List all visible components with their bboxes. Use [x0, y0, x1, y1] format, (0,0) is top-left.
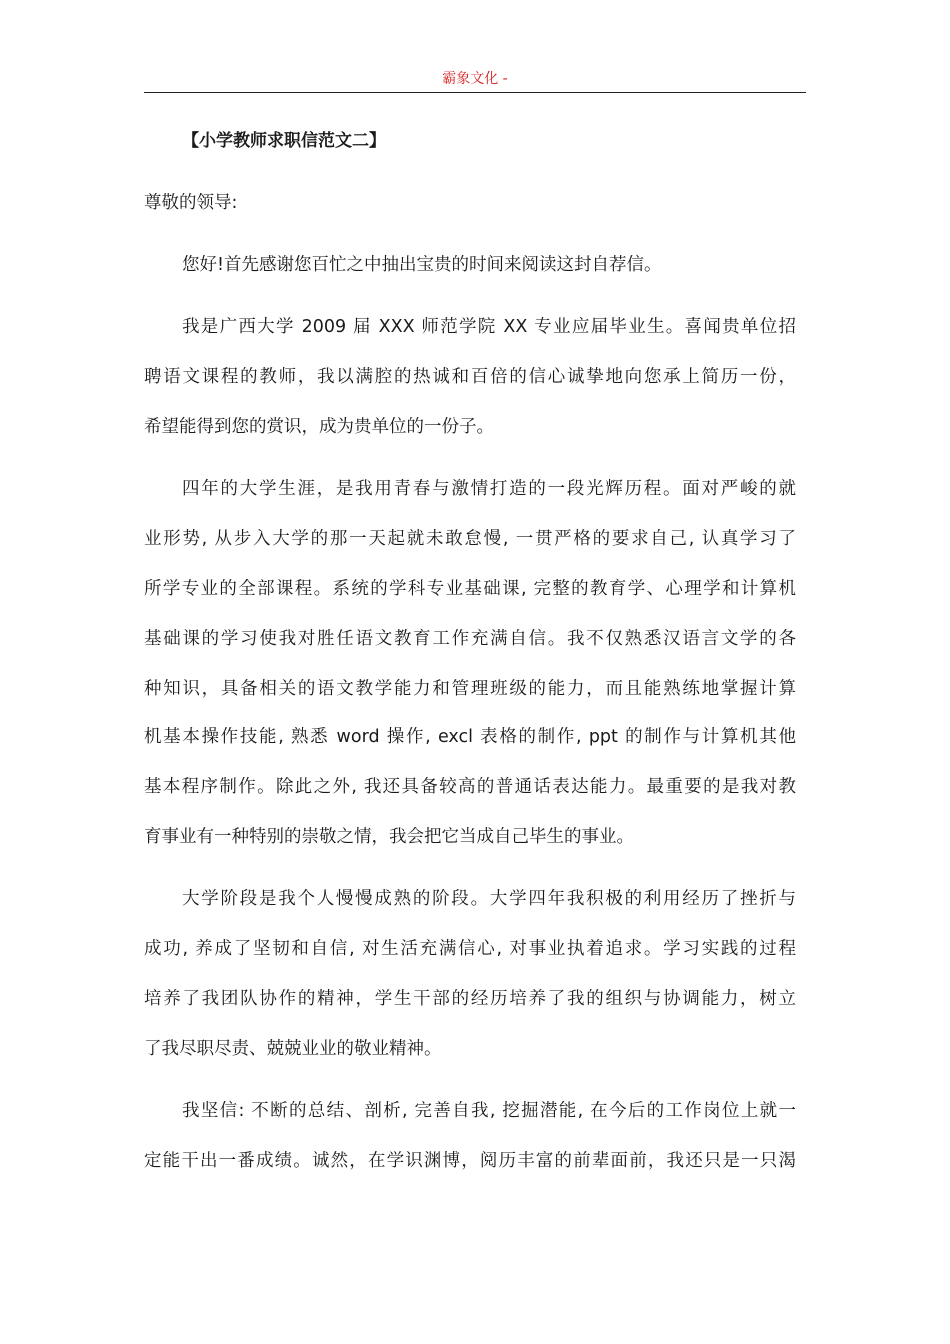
paragraph-line: 大学阶段是我个人慢慢成熟的阶段。大学四年我积极的利用经历了挫折与 — [182, 889, 796, 909]
paragraph-line: 您好!首先感谢您百忙之中抽出宝贵的时间来阅读这封自荐信。 — [182, 255, 662, 275]
paragraph-line: 基本程序制作。除此之外, 我还具备较高的普通话表达能力。最重要的是我对教 — [144, 777, 796, 797]
paragraph-line: 育事业有一种特别的崇敬之情，我会把它当成自己毕生的事业。 — [144, 827, 634, 847]
paragraph-line: 种知识，具备相关的语文教学能力和管理班级的能力，而且能熟练地掌握计算 — [144, 679, 796, 699]
paragraph-line: 所学专业的全部课程。系统的学科专业基础课, 完整的教育学、心理学和计算机 — [144, 579, 796, 599]
paragraph-line: 我坚信: 不断的总结、剖析, 完善自我, 挖掘潜能, 在今后的工作岗位上就一 — [182, 1101, 796, 1121]
page-header — [144, 68, 806, 93]
paragraph-line: 了我尽职尽责、兢兢业业的敬业精神。 — [144, 1039, 442, 1059]
paragraph-line: 四年的大学生涯，是我用青春与激情打造的一段光辉历程。面对严峻的就 — [182, 479, 796, 499]
header-text: 霸象文化 - — [442, 71, 508, 87]
paragraph-line: 成功, 养成了坚韧和自信, 对生活充满信心, 对事业执着追求。学习实践的过程 — [144, 939, 796, 959]
paragraph-line: 基础课的学习使我对胜任语文教育工作充满自信。我不仅熟悉汉语言文学的各 — [144, 629, 796, 649]
paragraph-line: 定能干出一番成绩。诚然，在学识渊博，阅历丰富的前辈面前，我还只是一只渴 — [144, 1151, 796, 1171]
paragraph-line: 培养了我团队协作的精神，学生干部的经历培养了我的组织与协调能力，树立 — [144, 989, 796, 1009]
document-title: 【小学教师求职信范文二】 — [182, 131, 386, 151]
greeting: 尊敬的领导: — [144, 193, 238, 213]
paragraph-line: 机基本操作技能, 熟悉 word 操作, excl 表格的制作, ppt 的制作与计算机其他 — [144, 727, 796, 747]
paragraph-line: 希望能得到您的赏识，成为贵单位的一份子。 — [144, 417, 494, 437]
paragraph-line: 聘语文课程的教师，我以满腔的热诚和百倍的信心诚挚地向您承上简历一份， — [144, 367, 796, 387]
paragraph-line: 我是广西大学 2009 届 XXX 师范学院 XX 专业应届毕业生。喜闻贵单位招 — [182, 317, 796, 337]
paragraph-line: 业形势, 从步入大学的那一天起就未敢怠慢, 一贯严格的要求自己, 认真学习了 — [144, 529, 796, 549]
